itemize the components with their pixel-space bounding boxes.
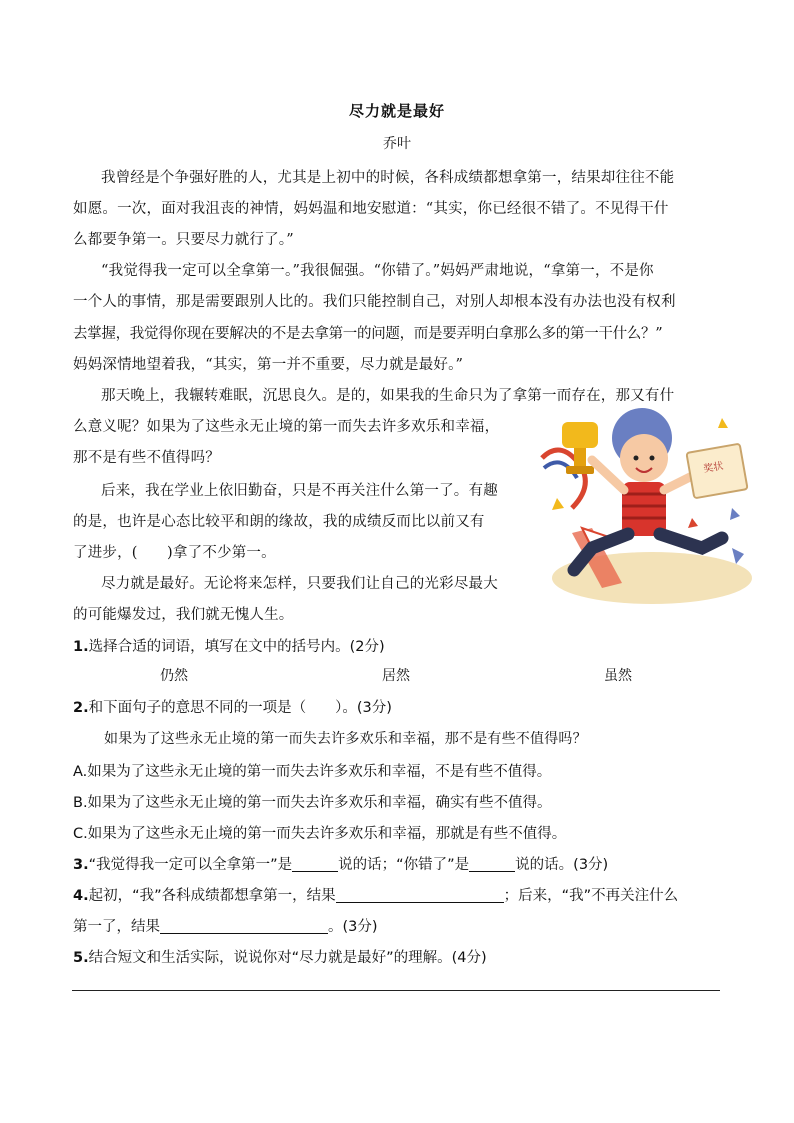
choice-a: A.如果为了这些永无止境的第一而失去许多欢乐和幸福，不是有些不值得。 bbox=[73, 764, 552, 780]
choice-b: B.如果为了这些永无止境的第一而失去许多欢乐和幸福，确实有些不值得。 bbox=[73, 795, 552, 811]
question-number: 1. bbox=[73, 639, 89, 655]
choice-c: C.如果为了这些永无止境的第一而失去许多欢乐和幸福，那就是有些不值得。 bbox=[73, 826, 567, 842]
question-text: 说的话。(3分) bbox=[515, 857, 609, 873]
question-number: 3. bbox=[73, 857, 89, 873]
passage-line: 了进步，( )拿了不少第一。 bbox=[73, 545, 276, 561]
passage-line: 妈妈深情地望着我，“其实，第一并不重要，尽力就是最好。” bbox=[73, 357, 464, 373]
passage-author: 乔叶 bbox=[383, 136, 411, 152]
question-text: ；后来，“我”不再关注什么 bbox=[503, 888, 679, 904]
passage-line: 那不是有些不值得吗？ bbox=[73, 450, 220, 466]
word-option: 居然 bbox=[382, 668, 410, 684]
question-3 bbox=[73, 853, 608, 874]
passage-line: 么意义呢？如果为了这些永无止境的第一而失去许多欢乐和幸福， bbox=[73, 419, 500, 435]
passage-line: “我觉得我一定可以全拿第一。”我很倔强。“你错了。”妈妈严肃地说，“拿第一，不是你 bbox=[101, 263, 654, 279]
question-text: 选择合适的词语，填写在文中的括号内。(2分) bbox=[88, 639, 385, 655]
question-text: 说的话；“你错了”是 bbox=[338, 857, 470, 873]
question-text: “我觉得我一定可以全拿第一”是 bbox=[88, 857, 293, 873]
question-5 bbox=[73, 946, 487, 967]
answer-blank[interactable] bbox=[469, 856, 515, 872]
certificate-label: 奖状 bbox=[702, 460, 725, 476]
word-option: 虽然 bbox=[604, 668, 632, 684]
word-option: 仍然 bbox=[160, 668, 188, 684]
passage-line: 的是，也许是心态比较平和朗的缘故，我的成绩反而比以前又有 bbox=[73, 514, 485, 530]
passage-line: 那天晚上，我辗转难眠，沉思良久。是的，如果我的生命只为了拿第一而存在，那又有什 bbox=[101, 388, 675, 404]
question-number: 5. bbox=[73, 950, 89, 966]
passage-line: 么都要争第一。只要尽力就行了。” bbox=[73, 232, 294, 248]
question-2 bbox=[73, 696, 392, 717]
quoted-sentence: 如果为了这些永无止境的第一而失去许多欢乐和幸福，那不是有些不值得吗？ bbox=[104, 731, 587, 747]
passage-line: 尽力就是最好。无论将来怎样，只要我们让自己的光彩尽最大 bbox=[101, 576, 498, 592]
question-number: 4. bbox=[73, 888, 89, 904]
answer-blank[interactable] bbox=[160, 918, 328, 934]
answer-line[interactable] bbox=[72, 990, 720, 991]
question-1 bbox=[73, 635, 385, 656]
question-text: 结合短文和生活实际，说说你对“尽力就是最好”的理解。(4分) bbox=[88, 950, 487, 966]
passage-title: 尽力就是最好 bbox=[348, 102, 445, 120]
passage-line: 的可能爆发过，我们就无愧人生。 bbox=[73, 607, 294, 623]
question-number: 2. bbox=[73, 700, 89, 716]
question-text: 。(3分) bbox=[328, 919, 378, 935]
passage-line: 我曾经是个争强好胜的人，尤其是上初中的时候，各科成绩都想拿第一，结果却往往不能 bbox=[101, 170, 675, 186]
boy-with-trophy-icon bbox=[532, 398, 758, 608]
question-text: 和下面句子的意思不同的一项是（ ）。(3分) bbox=[88, 700, 392, 716]
passage-line: 一个人的事情，那是需要跟别人比的。我们只能控制自己，对别人却根本没有办法也没有权利 bbox=[73, 294, 676, 310]
question-text: 起初，“我”各科成绩都想拿第一，结果 bbox=[88, 888, 336, 904]
question-text: 第一了，结果 bbox=[73, 919, 160, 935]
answer-blank[interactable] bbox=[292, 856, 338, 872]
passage-line: 后来，我在学业上依旧勤奋，只是不再关注什么第一了。有趣 bbox=[101, 483, 498, 499]
passage-line: 如愿。一次，面对我沮丧的神情，妈妈温和地安慰道：“其实，你已经很不错了。不见得干什 bbox=[73, 201, 669, 217]
question-4 bbox=[73, 884, 678, 905]
answer-blank[interactable] bbox=[336, 887, 504, 903]
question-4-line-2 bbox=[73, 915, 378, 936]
passage-line: 去掌握，我觉得你现在要解决的不是去拿第一的问题，而是要弄明白拿那么多的第一干什么？” bbox=[73, 326, 663, 342]
